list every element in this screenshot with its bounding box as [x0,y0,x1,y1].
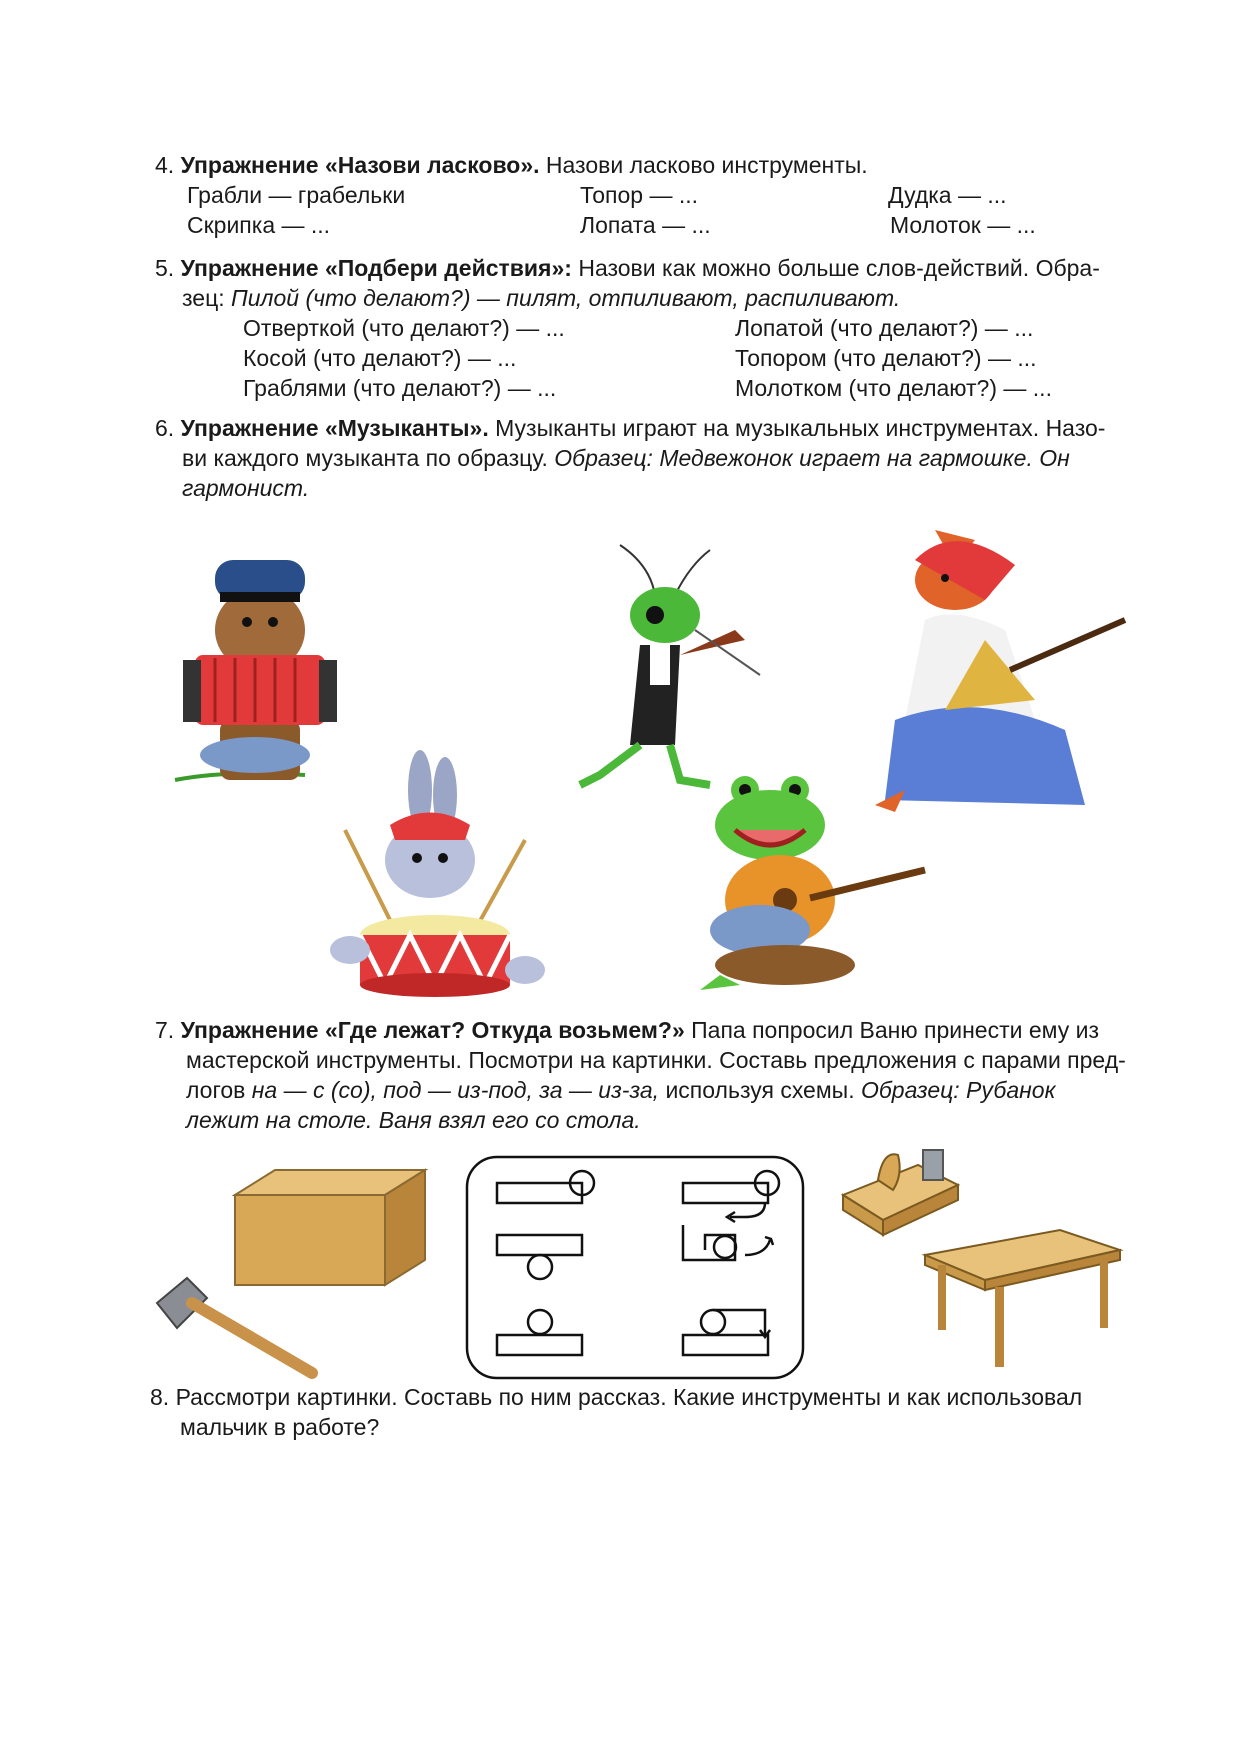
ex5-text-1: Назови как можно больше слов-действий. Обра- [571,255,1100,281]
ex5-item-2: Лопатой (что делают?) — ... [735,315,1034,341]
ex8-line-1 [150,1382,1082,1412]
ex7-text-3a: логов [186,1077,252,1103]
ex5-heading [155,253,1100,283]
ex6-title: Упражнение «Музыканты». [180,415,489,441]
ex4-item-4: Скрипка — ... [187,212,331,238]
ex4-item-2: Топор — ... [580,182,699,208]
wooden-table-illustration [920,1225,1125,1375]
ex5-text-2a: зец: [182,285,232,311]
frog-guitar-illustration [700,770,930,995]
ex6-example-end: гармонист. [182,475,310,501]
ex7-example-start: Образец: Рубанок [860,1077,1056,1103]
hammer-illustration [152,1268,322,1383]
ex6-number: 6. [155,415,175,441]
ex5-title: Упражнение «Подбери действия»: [180,255,572,281]
ex6-text-1: Музыканты играют на музыкальных инструментах. Назо- [488,415,1106,441]
ex7-line-3 [186,1075,1055,1105]
ex7-heading [155,1015,1099,1045]
ex7-text-1: Папа попросил Ваню принести ему из [684,1017,1100,1043]
ex8-text-1: Рассмотри картинки. Составь по ним рассказ. Какие инструменты и как использовал [175,1384,1083,1410]
ex8-line-2: мальчик в работе? [180,1414,380,1440]
ex7-line-2: мастерской инструменты. Посмотри на картинки. Составь предложения с парами пред- [186,1047,1126,1073]
ex5-number: 5. [155,255,175,281]
ex7-example-end: лежит на столе. Ваня взял его со стола. [186,1107,641,1133]
ex4-title: Упражнение «Назови ласково». [180,152,540,178]
ex4-item-5: Лопата — ... [580,212,711,238]
ex4-number: 4. [155,152,175,178]
ex5-line-2 [182,283,900,313]
ex7-title: Упражнение «Где лежат? Откуда возьмем?» [180,1017,685,1043]
ex5-item-3: Косой (что делают?) — ... [243,345,517,371]
ex6-heading [155,413,1105,443]
ex7-number: 7. [155,1017,175,1043]
ex7-prepositions: на — с (со), под — из-под, за — из-за, [251,1077,660,1103]
ex4-text: Назови ласково инструменты. [539,152,868,178]
ex4-item-1: Грабли — грабельки [187,182,406,208]
bunny-drum-illustration [325,770,555,1010]
ex6-example: Образец: Медвежонок играет на гармошке. Он [554,445,1070,471]
preposition-schemes-panel [465,1155,805,1380]
grasshopper-violin-illustration [560,535,790,805]
ex8-number: 8. [150,1384,170,1410]
ex5-item-6: Молотком (что делают?) — ... [735,375,1052,401]
ex4-heading [155,150,868,180]
ex6-line-2 [182,443,1070,473]
ex5-item-1: Отверткой (что делают?) — ... [243,315,565,341]
ex7-line-4 [186,1105,641,1135]
ex6-line-3 [182,473,309,503]
bear-accordion-illustration [165,530,385,790]
ex5-item-5: Граблями (что делают?) — ... [243,375,557,401]
ex6-text-2a: ви каждого музыканта по образцу. [182,445,555,471]
ex5-item-4: Топором (что делают?) — ... [735,345,1037,371]
ex4-item-3: Дудка — ... [888,182,1007,208]
ex7-text-3c: используя схемы. [659,1077,861,1103]
ex4-item-6: Молоток — ... [890,212,1036,238]
ex5-example: Пилой (что делают?) — пилят, отпиливают, распиливают. [231,285,901,311]
